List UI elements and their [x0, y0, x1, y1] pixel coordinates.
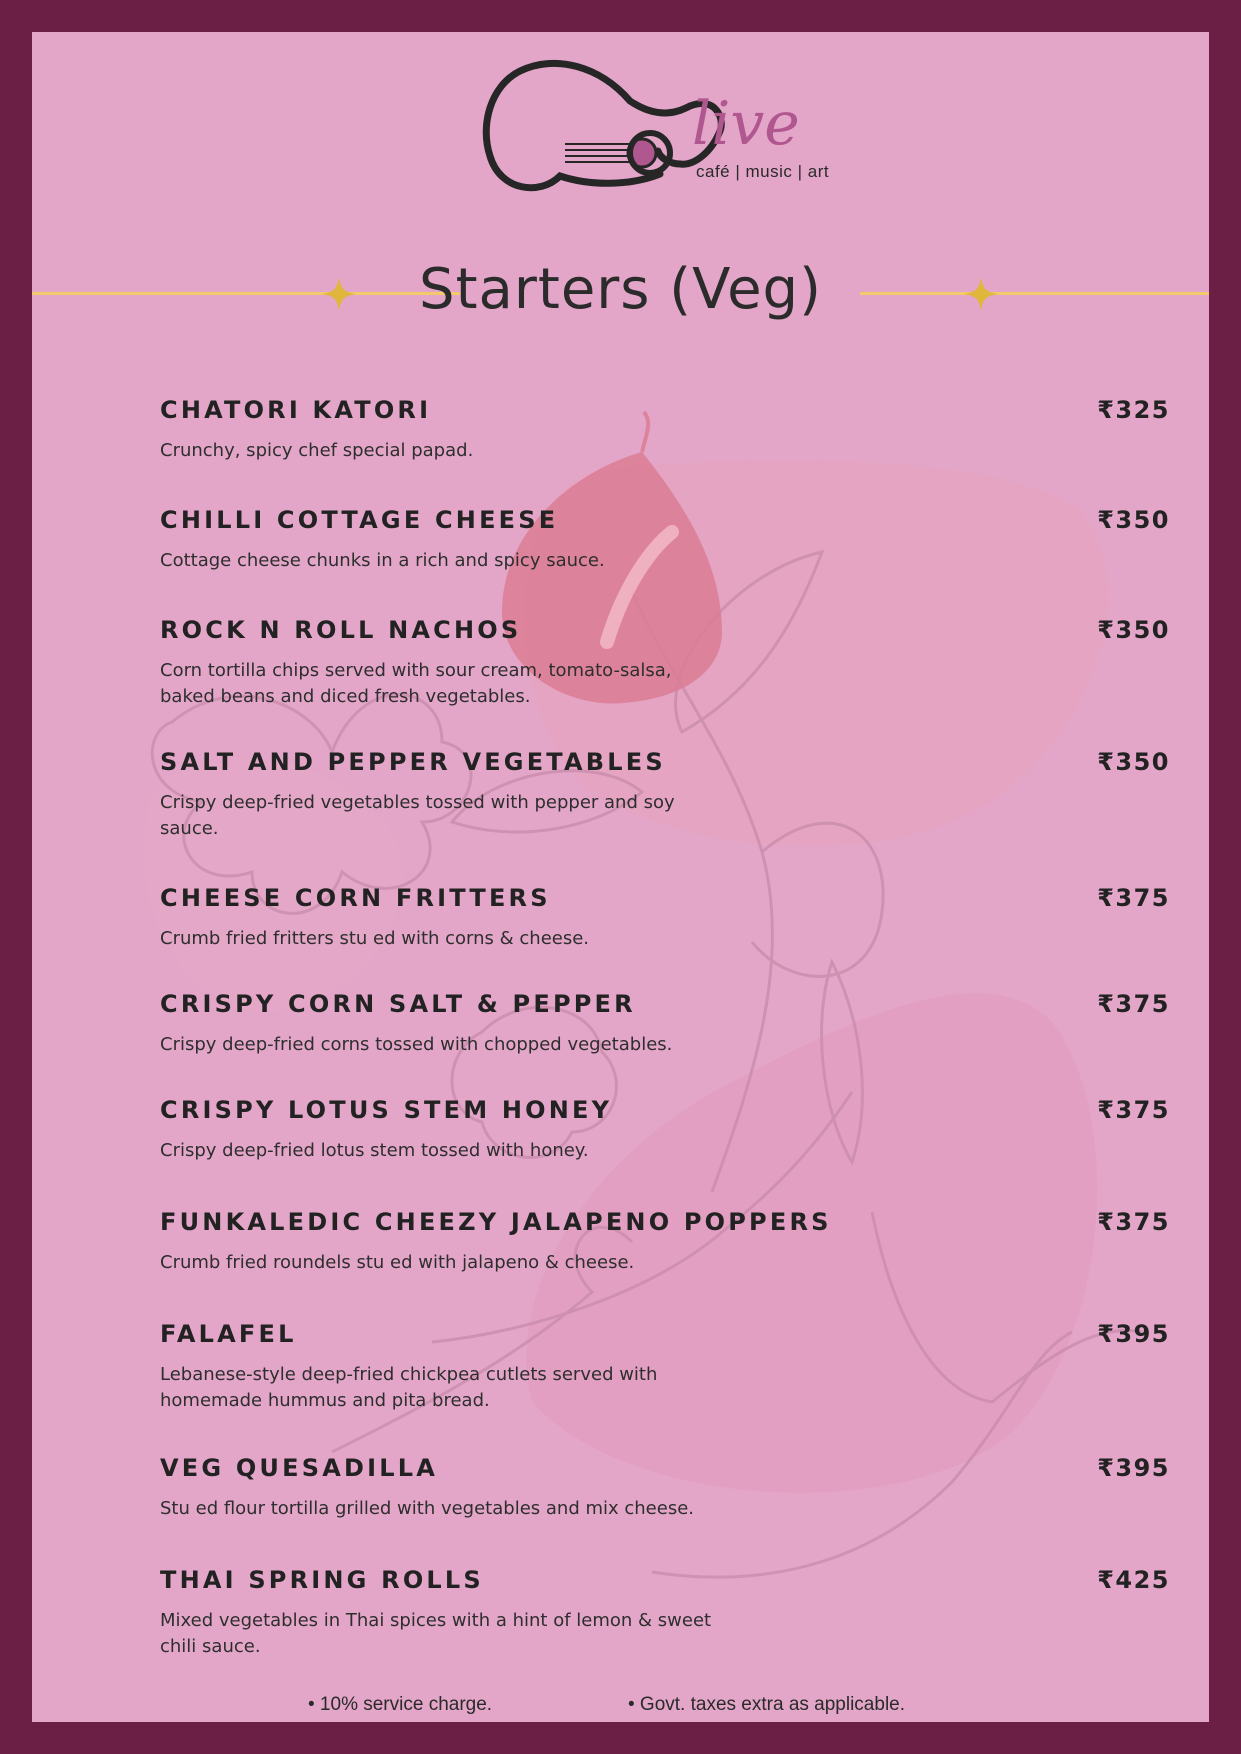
menu-item [160, 1096, 1170, 1164]
item-description: Crispy deep-fried vegetables tossed with pepper and soy sauce. [160, 792, 675, 839]
item-price: ₹395 [1097, 1320, 1170, 1348]
item-price: ₹350 [1097, 506, 1170, 534]
menu-item [160, 396, 1170, 464]
item-price: ₹350 [1097, 748, 1170, 776]
item-description: Crumb fried roundels stu ed with jalapeno & cheese. [160, 1252, 635, 1273]
item-price: ₹395 [1097, 1454, 1170, 1482]
menu-item [160, 1566, 1170, 1660]
section-title: Starters (Veg) [419, 257, 822, 322]
item-name: CRISPY LOTUS STEM HONEY [160, 1096, 613, 1124]
menu-item [160, 1320, 1170, 1414]
item-name: VEG QUESADILLA [160, 1454, 438, 1482]
item-description: Crispy deep-fried corns tossed with chopped vegetables. [160, 1034, 673, 1055]
item-description: Crunchy, spicy chef special papad. [160, 440, 474, 461]
item-name: ROCK N ROLL NACHOS [160, 616, 522, 644]
service-charge-note: • 10% service charge. [308, 1694, 493, 1715]
item-name: FALAFEL [160, 1320, 297, 1348]
menu-item [160, 1454, 1170, 1522]
menu-item [160, 1208, 1170, 1276]
item-description: Lebanese-style deep-fried chickpea cutlets served with homemade hummus and pita bread. [160, 1364, 658, 1411]
item-description: Mixed vegetables in Thai spices with a hint of lemon & sweet chili sauce. [160, 1610, 712, 1657]
menu-page [32, 32, 1209, 1722]
item-name: SALT AND PEPPER VEGETABLES [160, 748, 666, 776]
item-price: ₹375 [1097, 884, 1170, 912]
item-price: ₹425 [1097, 1566, 1170, 1594]
item-name: CHEESE CORN FRITTERS [160, 884, 551, 912]
item-price: ₹375 [1097, 990, 1170, 1018]
logo-tagline: café | music | art [696, 162, 830, 181]
item-name: CHILLI COTTAGE CHEESE [160, 506, 559, 534]
item-price: ₹350 [1097, 616, 1170, 644]
item-description: Stu ed flour tortilla grilled with vegetables and mix cheese. [160, 1498, 694, 1519]
item-name: CHATORI KATORI [160, 396, 432, 424]
item-price: ₹375 [1097, 1096, 1170, 1124]
item-description: Cottage cheese chunks in a rich and spicy sauce. [160, 550, 605, 571]
item-description: Crumb fried fritters stu ed with corns & cheese. [160, 928, 590, 949]
item-price: ₹375 [1097, 1208, 1170, 1236]
item-name: FUNKALEDIC CHEEZY JALAPENO POPPERS [160, 1208, 832, 1236]
menu-item [160, 506, 1170, 574]
tax-note: • Govt. taxes extra as applicable. [628, 1694, 906, 1715]
menu-item [160, 990, 1170, 1058]
item-name: CRISPY CORN SALT & PEPPER [160, 990, 636, 1018]
item-price: ₹325 [1097, 396, 1170, 424]
item-name: THAI SPRING ROLLS [160, 1566, 484, 1594]
menu-item [160, 616, 1170, 710]
item-description: Corn tortilla chips served with sour cream, tomato-salsa, baked beans and diced fresh vegetables. [160, 660, 672, 707]
guitar-logo-icon [480, 46, 860, 206]
item-description: Crispy deep-fried lotus stem tossed with honey. [160, 1140, 589, 1161]
logo-wordmark: live [692, 89, 800, 159]
menu-item [160, 884, 1170, 952]
menu-item [160, 748, 1170, 842]
